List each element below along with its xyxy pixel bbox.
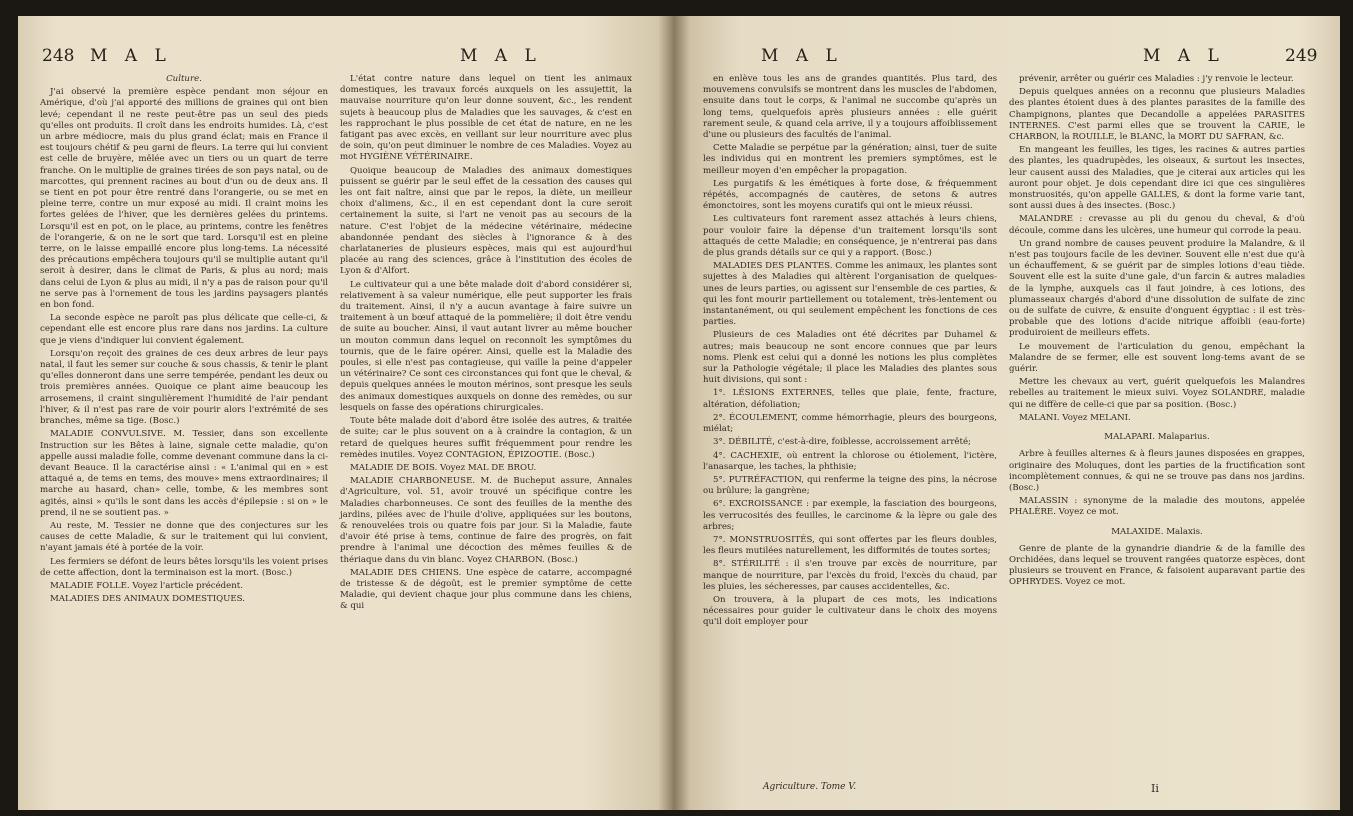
paragraph: 5°. PUTRÉFACTION, qui renferme la teigne des pins, la nécrose ou brûlure; la gangrène;: [703, 474, 997, 497]
paragraph: prévenir, arrêter ou guérir ces Maladies : j'y renvoie le lecteur.: [1019, 74, 1294, 84]
paragraph: 1°. LÉSIONS EXTERNES, telles que plaie, fente, fracture, altération, défoliation;: [703, 388, 997, 410]
paragraph: MALADIE FOLLE. Voyez l'article précédent.: [50, 580, 243, 591]
paragraph: 7°. MONSTRUOSITÉS, qui sont offertes par les fleurs doubles, les fleurs mutilées naturellement, les difformités de toutes sortes;: [703, 534, 997, 557]
paragraph: MALADIES DES PLANTES. Comme les animaux, les plantes sont sujettes à des Maladies qui altèrent l'organisation de quelques-unes de leurs parties, ou agissent sur l'ensemble de ces parties, & qui les font mourir partiellement ou totalement, très-lentement ou instantanément, ou qui seulement empêchent les fonctions de ces parties.: [703, 261, 997, 328]
paragraph: MALASSIN : synonyme de la maladie des moutons, appelée PHALÈRE. Voyez ce mot.: [1009, 496, 1305, 518]
paragraph: 2°. ÉCOULEMENT, comme hémorrhagie, pleurs des bourgeons, miélat;: [703, 412, 997, 435]
paragraph: Cette Maladie se perpétue par la génération; ainsi, tuer de suite les individus qui en montrent les premiers symptômes, est le meilleur moyen d'en empêcher la propagation.: [703, 143, 997, 176]
page-number-left: 248: [42, 46, 75, 66]
running-header-right-2: M A L: [1143, 46, 1225, 66]
paragraph: MALANDRE : crevasse au pli du genou du cheval, & d'où découle, comme dans les ulcères, une humeur qui corrode la peau.: [1009, 214, 1305, 236]
paragraph: MALANI. Voyez MELANI.: [1019, 412, 1131, 423]
paragraph: Toute bête malade doit d'abord être isolée des autres, & traitée de suite; car le plus souvent on a à craindre la contagion, & un retard de quelques heures suffit fréquemment pour rendre les remèdes inutiles. Voyez CONTAGION, ÉPIZOOTIE. (Bosc.): [340, 416, 632, 460]
paragraph: J'ai observé la première espèce pendant mon séjour en Amérique, d'où j'ai apporté des millions de graines qui ont bien levé; cependant il ne reste peut-être pas un seul des pieds qu'elles ont produits. Il croît dans les endroits humides. Là, c'est un arbre médiocre, mais du plus grand éclat; mais en France il est toujours chétif & peu garni de fleurs. La terre qui lui convient est celle de bruyère, mêlée avec un tiers ou un quart de terre franche. On le multiplie de graines tirées de son pays natal, ou de marcottes, qui prennent racines au bout d'un ou de deux ans. Il se tient en pot pour être rentré dans l'orangerie, ou se met en pleine terre, contre un mur exposé au midi. Il craint moins les fortes gelées de l'hiver, que les dernières gelées du printems. Lorsqu'il est en pot, on le place, au printems, contre les fenêtres de l'orangerie, & on ne le sort que tard. Lorsqu'il est en pleine terre, on le laisse empaillé encore plus long-tems. La nécessité des précautions empêchera toujours qu'il se multiplie autant qu'il seroit à desirer, dans le climat de Paris, & plus au nord; mais dans celui de Lyon & plus au midi, il n'y a pas de raison pour qu'il ne serve pas à l'ornement de tous les jardins paysagers plantés en bon fond.: [40, 87, 328, 311]
paragraph: Les cultivateurs font rarement assez attachés à leurs chiens, pour vouloir faire la dépense d'un traitement lorsqu'ils sont attaqués de cette Maladie; en conséquence, je n'entrerai pas dans de plus grands détails sur ce qui y a rapport. (Bosc.): [703, 214, 997, 259]
paragraph: MALADIE DE BOIS. Voyez MAL DE BROU.: [350, 462, 537, 473]
paragraph: MALADIE DES CHIENS. Une espèce de catarre, accompagné de tristesse & de dégoût, est le premier symptôme de cette Maladie, qui devient chaque jour plus commune dans les chiens, & qui: [340, 567, 632, 612]
paragraph: MALADIES DES ANIMAUX DOMESTIQUES.: [50, 594, 245, 605]
paragraph: Arbre à feuilles alternes & à fleurs jaunes disposées en grappes, originaire des Moluques, dont les parties de la fructification sont incomplètement connues, & qui ne se trouve pas dans nos jardins. (Bosc.): [1009, 449, 1305, 493]
paragraph: L'état contre nature dans lequel on tient les animaux domestiques, les travaux forcés auxquels on les assujettit, la mauvaise nourriture qu'on leur donne souvent, &c., les rendent sujets à beaucoup plus de Maladies que les sauvages, & c'est en les rapprochant le plus possible de cet état de nature, en ne les fatigant pas avec excès, en veillant sur leur nourriture avec plus de soin, qu'on peut diminuer le nombre de ces Maladies. Voyez au mot HYGIÈNE VÉTÉRINAIRE.: [340, 74, 632, 163]
paragraph: MALAXIDE. Malaxis.: [1111, 526, 1203, 537]
book-gutter: [658, 16, 690, 810]
right-column-2: [1009, 74, 1305, 774]
running-header-right-1: M A L: [761, 46, 843, 66]
paragraph: Le mouvement de l'articulation du genou, empêchant la Malandre de se fermer, elle est souvent long-tems avant de se guérir.: [1009, 341, 1305, 375]
paragraph: Culture.: [166, 74, 202, 84]
paragraph: Quoique beaucoup de Maladies des animaux domestiques puissent se guérir par le seul effet de la cessation des causes qui les ont fait naître, ainsi que par le repos, la diète, un meilleur choix d'alimens, &c., il en est cependant dont la cure seroit certainement la suite, si l'art ne venoit pas au secours de la nature. C'est l'objet de la médecine vétérinaire, médecine abandonnée pendant des siècles à l'ignorance & à des charlataneries de plusieurs espèces, mais qui est aujourd'hui placée au rang des sciences, grâce à l'institution des écoles de Lyon & d'Alfort.: [340, 165, 632, 277]
paragraph: en enlève tous les ans de grandes quantités. Plus tard, des mouvemens convulsifs se montrent dans les muscles de l'abdomen, ensuite dans tout le corps, & l'animal ne succombe qu'après un long tems, quelquefois après plusieurs années : elle guérit rarement seule, & quand cela arrive, il y a toujours affoiblissement d'une ou plusieurs des facultés de l'animal.: [703, 74, 997, 141]
printer-signature: Agriculture. Tome V.: [763, 782, 857, 792]
running-header-left-1: M A L: [90, 46, 172, 66]
paragraph: La seconde espèce ne paroît pas plus délicate que celle-ci, & cependant elle est encore plus rare dans nos jardins. La culture que je viens d'indiquer lui convient également.: [40, 313, 328, 346]
paragraph: Les fermiers se défont de leurs bêtes lorsqu'ils les voient prises de cette affection, dont la terminaison est la mort. (Bosc.): [40, 556, 328, 578]
page-number-right: 249: [1285, 46, 1318, 66]
paragraph: En mangeant les feuilles, les tiges, les racines & autres parties des plantes, les quadrupèdes, les oiseaux, & surtout les insectes, leur causent aussi des Maladies, que je citerai aux articles qui les auront pour objet. Je dois cependant dire ici que ces singulières monstruosités, qu'on appelle GALLES, & dont la forme varie tant, sont aussi dues à des insectes. (Bosc.): [1009, 145, 1305, 212]
left-column-2: [340, 74, 632, 804]
paragraph: Au reste, M. Tessier ne donne que des conjectures sur les causes de cette Maladie, & sur le traitement qui lui convient, n'ayant jamais été à portée de la voir.: [40, 520, 328, 554]
paragraph: 4°. CACHEXIE, où entrent la chlorose ou étiolement, l'ictère, l'anasarque, les taches, la phthisie;: [703, 450, 997, 472]
paragraph: Un grand nombre de causes peuvent produire la Malandre, & il n'est pas toujours facile de les deviner. Souvent elle n'est due qu'à un échauffement, & se guérit par de simples lotions d'eau tiède. Souvent elle est la suite d'une gale, d'un farcin & autres maladies de la lymphe, auxquels cas il faut joindre, à ces lotions, des plumasseaux chargés d'abord d'une dissolution de sulfate de zinc ou de sulfate de cuivre, & ensuite d'onguent égyptiac : il est très-probable que des lotions d'acide nitrique affoibli (eau-forte) produiroient de meilleurs effets.: [1009, 238, 1305, 339]
paragraph: Lorsqu'on reçoit des graines de ces deux arbres de leur pays natal, il faut les semer sur couche & sous chassis, & tenir le plant qu'elles donneront dans une serre tempérée, pendant les deux ou trois premières années. Quoique ce plant aime beaucoup les arrosemens, il craint singulièrement l'humidité de l'air pendant l'hiver, & il n'est pas rare de voir pourir alors l'extrémité de ses branches, même sa tige. (Bosc.): [40, 348, 328, 427]
paragraph: Le cultivateur qui a une bête malade doit d'abord considérer si, relativement à sa valeur numérique, elle peut supporter les frais du traitement. Ainsi, il n'y a aucun avantage à faire suivre un traitement à un bœuf attaqué de la pommelière; il doit être vendu de suite au boucher. Ainsi, il vaut autant livrer au même boucher un mouton commun dans lequel on reconnoît les symptômes du tournis, que de le faire opérer. Ainsi, quelle est la Maladie des poules, si elle n'est pas contagieuse, qui vaille la peine d'appeler un vétérinaire? Ce sont ces circonstances qui font que le cheval, & depuis quelques années le mouton mérinos, sont presque les seuls des animaux domestiques auxquels on donne des remèdes, ou sur lesquels on fasse des opérations chirurgicales.: [340, 279, 632, 413]
left-column-1: [40, 74, 328, 804]
open-book: [18, 16, 1340, 810]
paragraph: Depuis quelques années on a reconnu que plusieurs Maladies des plantes étoient dues à des plantes parasites de la famille des Champignons, plantes que Decandolle a appelées PARASITES INTERNES. C'est parmi elles que se trouvent la CARIE, le CHARBON, la ROUILLE, le BLANC, la MORT DU SAFRAN, &c.: [1009, 87, 1305, 143]
left-page: [18, 16, 673, 810]
paragraph: Les purgatifs & les émétiques à forte dose, & fréquemment répétés, accompagnés de cautères, de setons & autres émonctoires, sont les moyens curatifs qui ont le mieux réussi.: [703, 178, 997, 212]
right-column-1: [703, 74, 997, 774]
paragraph: 6°. EXCROISSANCE : par exemple, la fasciation des bourgeons, les verrucosités des feuilles, le carcinome & la lèpre ou gale des arbres;: [703, 499, 997, 532]
paragraph: 8°. STÉRILITÉ : il s'en trouve par excès de nourriture, par manque de nourriture, par l'excès du froid, l'excès du chaud, par les pluies, les sécheresses, par causes accidentelles, &c.: [703, 559, 997, 592]
paragraph: MALAPARI. Malaparius.: [1104, 432, 1210, 443]
paragraph: Genre de plante de la gynandrie diandrie & de la famille des Orchidées, dans lequel se trouvent rangées quatorze espèces, dont plusieurs se trouvent en France, & faisoient auparavant partie des OPHRYDES. Voyez ce mot.: [1009, 543, 1305, 588]
paragraph: 3°. DÉBILITÉ, c'est-à-dire, foiblesse, accroissement arrêté;: [713, 437, 971, 448]
paragraph: Plusieurs de ces Maladies ont été décrites par Duhamel & autres; mais beaucoup ne sont encore connues que par leurs noms. Plenk est celui qui a donné les notions les plus complètes sur la Pathologie végétale; il place les Maladies des plantes sous huit divisions, qui sont :: [703, 330, 997, 386]
right-page: [673, 16, 1340, 810]
paragraph: MALADIE CHARBONEUSE. M. de Bucheput assure, Annales d'Agriculture, vol. 51, avoir trouvé un spécifique contre les Maladies charbonneuses. Ce sont des feuilles de la menthe des jardins, pilées avec de l'huile d'olive, appliquées sur les boutons, & renouvelées trois ou quatre fois par jour. Si la Maladie, faute d'avoir été prise à tems, continue de faire des progrès, on fait prendre à l'animal une décoction des mêmes feuilles & de thériaque dans du vin blanc. Voyez CHARBON. (Bosc.): [340, 476, 632, 565]
paragraph: Mettre les chevaux au vert, guérit quelquefois les Malandres rebelles au traitement le mieux suivi. Voyez SOLANDRE, maladie qui ne diffère de celle-ci que par sa position. (Bosc.): [1009, 377, 1305, 410]
paragraph: MALADIE CONVULSIVE. M. Tessier, dans son excellente Instruction sur les Bêtes à laine, signale cette maladie, qu'on appelle aussi maladie folle, comme devenant commune dans la ci-devant Beauce. Il la caractérise ainsi : « L'animal qui en » est attaqué a, de tems en tems, des mouve» mens extraordinaires; il marche au hasard, chan» celle, tombe, & les membres sont agités, ainsi » qu'ils le sont dans les accès d'épilepsie : si on » le prend, il ne se soutient pas. »: [40, 429, 328, 518]
running-header-left-2: M A L: [460, 46, 542, 66]
gathering-mark: Ii: [1151, 782, 1159, 795]
paragraph: On trouvera, à la plupart de ces mots, les indications nécessaires pour guider le cultivateur dans le choix des moyens qu'il doit employer pour: [703, 594, 997, 628]
